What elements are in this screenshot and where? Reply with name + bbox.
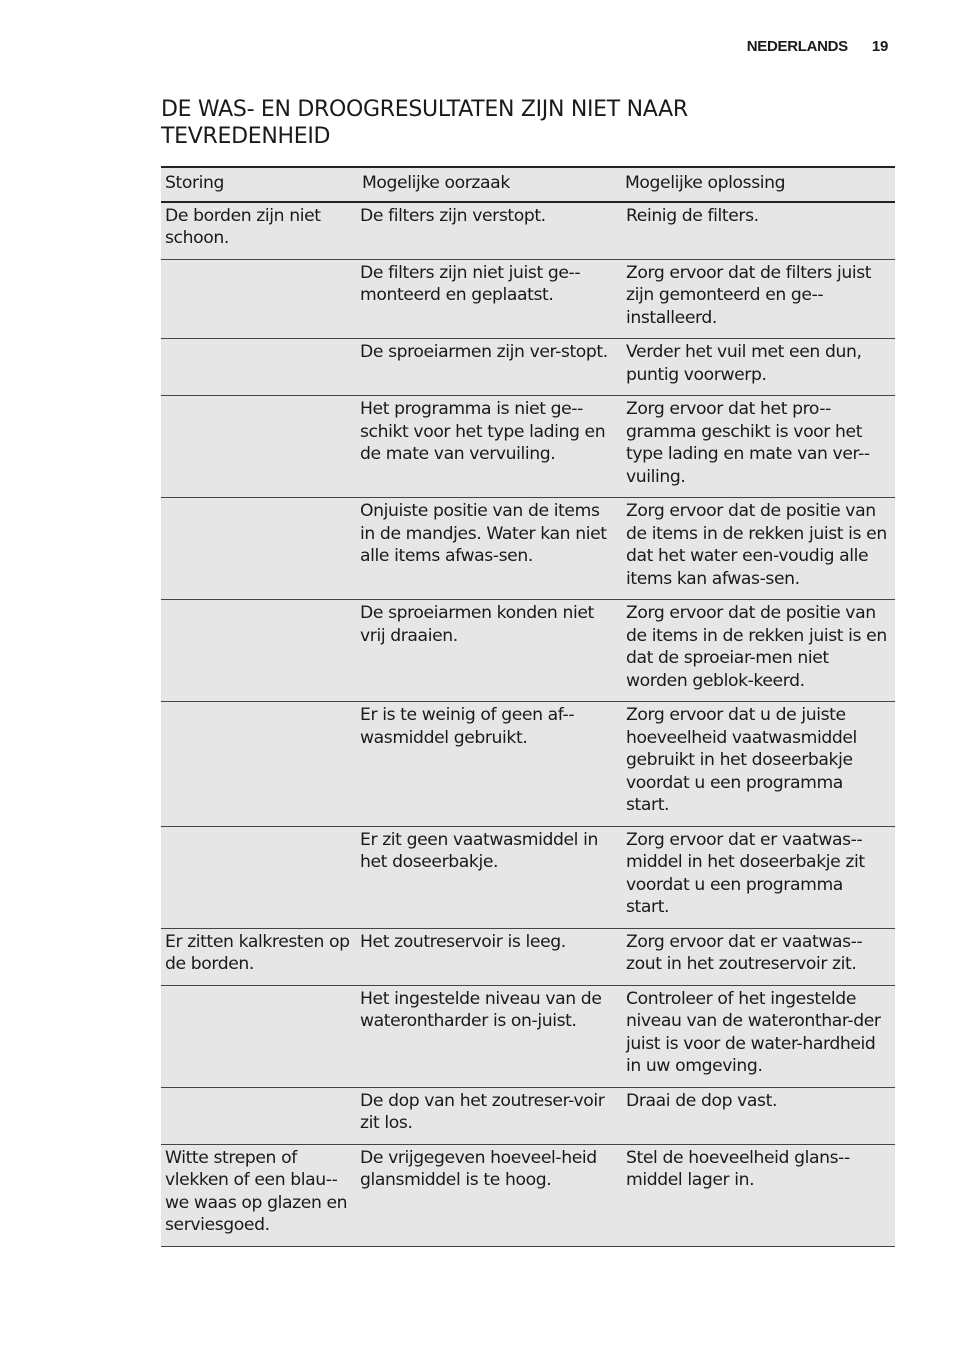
cell-oorzaak: De dop van het zoutreser-voir zit los. bbox=[358, 1087, 621, 1144]
cell-oplossing: Verder het vuil met een dun, puntig voorwerp. bbox=[621, 339, 895, 396]
table-header-row bbox=[161, 167, 895, 202]
cell-oplossing: Zorg ervoor dat er vaatwas-zout in het zoutreservoir zit. bbox=[621, 928, 895, 985]
table-row bbox=[161, 826, 895, 928]
cell-oorzaak: Er zit geen vaatwasmiddel in het doseerbakje. bbox=[358, 826, 621, 928]
cell-oorzaak: Er is te weinig of geen af-wasmiddel gebruikt. bbox=[358, 702, 621, 827]
cell-oorzaak: De sproeiarmen zijn ver-stopt. bbox=[358, 339, 621, 396]
table-row bbox=[161, 202, 895, 260]
cell-storing bbox=[161, 702, 358, 827]
cell-oorzaak: De filters zijn niet juist ge-monteerd en geplaatst. bbox=[358, 259, 621, 339]
table-header bbox=[161, 167, 895, 202]
cell-storing bbox=[161, 826, 358, 928]
table-row bbox=[161, 702, 895, 827]
cell-oorzaak: Het zoutreservoir is leeg. bbox=[358, 928, 621, 985]
table-row bbox=[161, 600, 895, 702]
cell-oorzaak: Het ingestelde niveau van de waterontharder is on-juist. bbox=[358, 985, 621, 1087]
cell-storing bbox=[161, 1087, 358, 1144]
table-row bbox=[161, 396, 895, 498]
column-header-oorzaak: Mogelijke oorzaak bbox=[358, 167, 621, 202]
table-row bbox=[161, 339, 895, 396]
cell-oplossing: Stel de hoeveelheid glans-middel lager in. bbox=[621, 1144, 895, 1246]
cell-oplossing: Zorg ervoor dat de positie van de items in de rekken juist is en dat het water een-voudig alle items kan afwas-sen. bbox=[621, 498, 895, 600]
cell-oplossing: Zorg ervoor dat het pro-gramma geschikt is voor het type lading en mate van ver-vuiling. bbox=[621, 396, 895, 498]
column-header-storing: Storing bbox=[161, 167, 358, 202]
cell-oorzaak: Onjuiste positie van de items in de mandjes. Water kan niet alle items afwas-sen. bbox=[358, 498, 621, 600]
column-header-oplossing: Mogelijke oplossing bbox=[621, 167, 895, 202]
troubleshooting-table bbox=[161, 166, 895, 1247]
cell-oorzaak: Het programma is niet ge-schikt voor het type lading en de mate van vervuiling. bbox=[358, 396, 621, 498]
cell-oplossing: Zorg ervoor dat er vaatwas-middel in het doseerbakje zit voordat u een programma start. bbox=[621, 826, 895, 928]
cell-oorzaak: De sproeiarmen konden niet vrij draaien. bbox=[358, 600, 621, 702]
cell-oplossing: Draai de dop vast. bbox=[621, 1087, 895, 1144]
header-language: NEDERLANDS bbox=[746, 38, 848, 55]
cell-oplossing: Zorg ervoor dat u de juiste hoeveelheid vaatwasmiddel gebruikt in het doseerbakje voordat u een programma start. bbox=[621, 702, 895, 827]
table-row bbox=[161, 1144, 895, 1246]
cell-oplossing: Zorg ervoor dat de filters juist zijn gemonteerd en ge-installeerd. bbox=[621, 259, 895, 339]
table-row bbox=[161, 985, 895, 1087]
cell-storing: Witte strepen of vlekken of een blau-we waas op glazen en serviesgoed. bbox=[161, 1144, 358, 1246]
table-row bbox=[161, 259, 895, 339]
cell-oorzaak: De filters zijn verstopt. bbox=[358, 202, 621, 260]
cell-storing bbox=[161, 498, 358, 600]
page-header bbox=[747, 38, 888, 55]
cell-oplossing: Zorg ervoor dat de positie van de items in de rekken juist is en dat de sproeiar-men niet worden geblok-keerd. bbox=[621, 600, 895, 702]
cell-storing bbox=[161, 339, 358, 396]
cell-oorzaak: De vrijgegeven hoeveel-heid glansmiddel is te hoog. bbox=[358, 1144, 621, 1246]
section-title: DE WAS- EN DROOGRESULTATEN ZIJN NIET NAAR TEVREDENHEID bbox=[161, 97, 688, 149]
cell-storing: De borden zijn niet schoon. bbox=[161, 202, 358, 260]
table-row bbox=[161, 928, 895, 985]
cell-storing bbox=[161, 600, 358, 702]
cell-storing bbox=[161, 396, 358, 498]
cell-storing bbox=[161, 985, 358, 1087]
cell-storing: Er zitten kalkresten op de borden. bbox=[161, 928, 358, 985]
cell-oplossing: Reinig de filters. bbox=[621, 202, 895, 260]
cell-storing bbox=[161, 259, 358, 339]
table-body bbox=[161, 202, 895, 1247]
page-number: 19 bbox=[871, 38, 888, 55]
table-row bbox=[161, 498, 895, 600]
table-row bbox=[161, 1087, 895, 1144]
cell-oplossing: Controleer of het ingestelde niveau van de wateronthar-der juist is voor de water-hardheid in uw omgeving. bbox=[621, 985, 895, 1087]
